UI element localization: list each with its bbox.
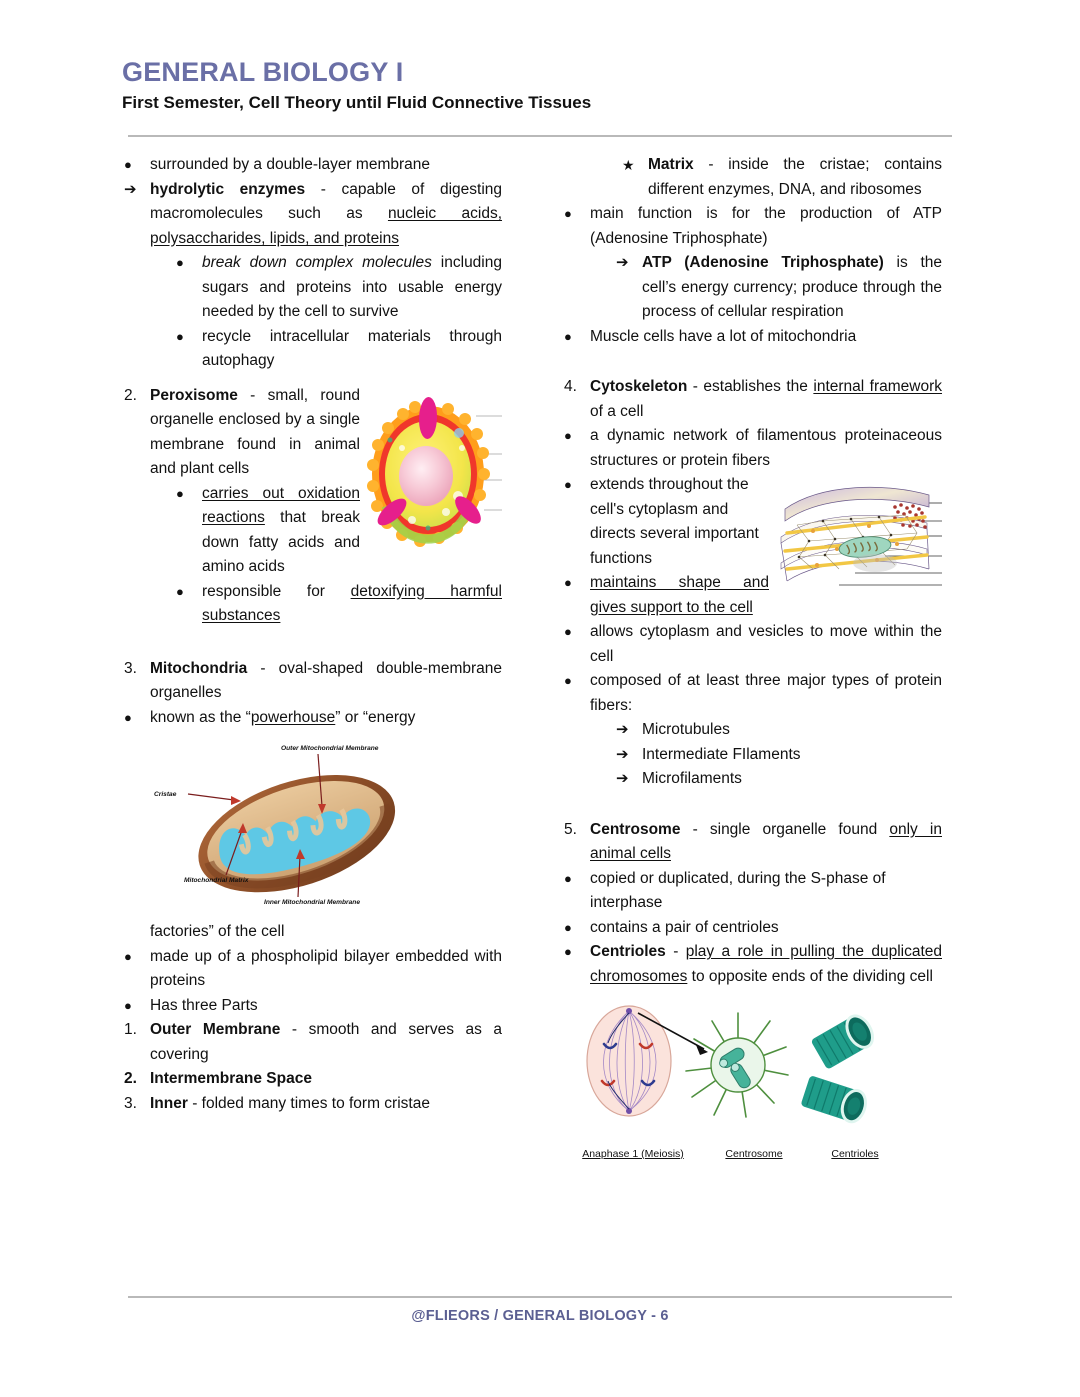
label-matrix: Mitochondrial Matrix bbox=[184, 877, 249, 885]
list-item bbox=[560, 375, 942, 424]
list-item bbox=[120, 994, 502, 1019]
list-item bbox=[612, 743, 942, 768]
list-item-label: maintains shape and gives support to the cell bbox=[590, 574, 769, 616]
bullet-dot-icon: ● bbox=[564, 624, 572, 640]
cytoskeleton-diagram-svg bbox=[777, 481, 942, 596]
arrow-bullet-icon: ➔ bbox=[616, 254, 629, 272]
list-item-label: Inner - folded many times to form cristae bbox=[150, 1094, 430, 1112]
list-item-label: break down complex molecules including sugars and proteins into usable energy needed by the cell to survive bbox=[202, 254, 502, 321]
anaphase-cell bbox=[587, 1006, 671, 1116]
list-item-label: a dynamic network of filamentous proteinaceous structures or protein fibers bbox=[590, 427, 942, 469]
arrow-bullet-icon: ➔ bbox=[616, 770, 629, 788]
label-cristae: Cristae bbox=[154, 791, 177, 799]
list-item bbox=[120, 657, 502, 706]
bullet-dot-icon: ● bbox=[564, 944, 572, 960]
bullet-dot-icon: ● bbox=[176, 583, 184, 599]
list-item-label: allows cytoplasm and vesicles to move within the cell bbox=[590, 623, 942, 665]
bullet-dot-icon: ● bbox=[564, 673, 572, 689]
list-item-label: Mitochondria - oval-shaped double-membrane organelles bbox=[150, 659, 502, 702]
label-inner-membrane: Inner Mitochondrial Membrane bbox=[264, 899, 360, 907]
two-column-body bbox=[120, 153, 960, 1160]
peroxisome-section bbox=[120, 384, 502, 629]
bullet-dot-icon: ● bbox=[124, 948, 132, 964]
page-subtitle: First Semester, Cell Theory until Fluid Connective Tissues bbox=[122, 93, 592, 113]
label-outer-membrane: Outer Mitochondrial Membrane bbox=[281, 745, 379, 753]
centriole-diagram-svg bbox=[574, 999, 894, 1141]
list-item-label: factories” of the cell bbox=[150, 923, 285, 941]
list-item bbox=[560, 325, 942, 350]
bullet-dot-icon: ● bbox=[564, 428, 572, 444]
list-item bbox=[172, 325, 502, 374]
term-outer-membrane: Outer Membrane bbox=[150, 1021, 281, 1039]
term-centrioles: Centrioles bbox=[590, 943, 666, 961]
list-item-label: Matrix - inside the cristae; contains different enzymes, DNA, and ribosomes bbox=[648, 156, 942, 198]
list-item bbox=[560, 916, 942, 941]
list-item bbox=[560, 818, 942, 867]
list-item bbox=[560, 669, 942, 718]
header-divider bbox=[128, 135, 952, 137]
mitochondria-figure bbox=[120, 734, 502, 914]
cytoskeleton-figure bbox=[777, 481, 942, 596]
term-intermembrane-space: Intermembrane Space bbox=[150, 1070, 312, 1088]
cytoskeleton-section bbox=[560, 375, 942, 620]
list-item bbox=[560, 473, 769, 571]
centrioles-pair bbox=[800, 1011, 877, 1124]
caption-anaphase: Anaphase 1 (Meiosis) bbox=[582, 1148, 684, 1161]
list-item-label: Microfilaments bbox=[642, 770, 742, 788]
list-item-label: Has three Parts bbox=[150, 996, 258, 1014]
list-item-label: Centrosome - single organelle found only in animal cells bbox=[590, 820, 942, 863]
list-item bbox=[120, 945, 502, 994]
caption-centrosome: Centrosome bbox=[725, 1148, 783, 1161]
term-inner: Inner bbox=[150, 1094, 188, 1112]
bullet-dot-icon: ● bbox=[564, 206, 572, 222]
bullet-dot-icon: ● bbox=[564, 328, 572, 344]
list-item-label: hydrolytic enzymes - capable of digesting macromolecules such as nucleic acids, polysaccharides, lipids, and proteins bbox=[150, 180, 503, 247]
peroxisome-diagram-svg bbox=[366, 388, 502, 560]
list-item bbox=[612, 251, 942, 325]
term-matrix: Matrix bbox=[648, 156, 694, 174]
list-item bbox=[560, 202, 942, 251]
list-item-label: Microtubules bbox=[642, 721, 730, 739]
bullet-dot-icon: ● bbox=[124, 157, 132, 173]
caption-centrioles: Centrioles bbox=[831, 1148, 879, 1161]
centrosome-cell bbox=[686, 1013, 788, 1117]
star-bullet-icon: ★ bbox=[622, 157, 635, 174]
bullet-dot-icon: ● bbox=[124, 997, 132, 1013]
list-item bbox=[612, 767, 942, 792]
bullet-dot-icon: ● bbox=[176, 485, 184, 501]
peroxisome-figure bbox=[366, 388, 502, 560]
arrow-bullet-icon: ➔ bbox=[616, 721, 629, 739]
list-number: 3. bbox=[124, 659, 137, 677]
list-item-label: Muscle cells have a lot of mitochondria bbox=[590, 327, 857, 345]
list-item bbox=[120, 178, 502, 252]
bullet-dot-icon: ● bbox=[124, 709, 132, 725]
bullet-dot-icon: ● bbox=[176, 255, 184, 271]
list-item-label: Cytoskeleton - establishes the internal framework of a cell bbox=[590, 378, 942, 420]
bullet-dot-icon: ● bbox=[176, 328, 184, 344]
list-item-label: contains a pair of centrioles bbox=[590, 918, 779, 936]
bullet-dot-icon: ● bbox=[564, 919, 572, 935]
page-footer: @FLIEORS / GENERAL BIOLOGY - 6 bbox=[411, 1308, 669, 1324]
list-item bbox=[560, 424, 942, 473]
list-number: 4. bbox=[564, 378, 577, 396]
list-item-label: carries out oxidation reactions that break down fatty acids and amino acids bbox=[202, 484, 360, 576]
centriole-figure-captions bbox=[574, 1148, 942, 1160]
list-item-label: made up of a phospholipid bilayer embedded with proteins bbox=[150, 947, 502, 990]
term-cytoskeleton: Cytoskeleton bbox=[590, 378, 688, 396]
list-item bbox=[618, 153, 942, 202]
arrow-bullet-icon: ➔ bbox=[124, 180, 137, 198]
list-item-label bbox=[150, 1067, 502, 1092]
list-item-label: ATP (Adenosine Triphosphate) is the cell’s energy currency; produce through the process of cellular respiration bbox=[642, 254, 942, 321]
list-number: 3. bbox=[124, 1094, 137, 1112]
list-item bbox=[120, 706, 502, 731]
list-item bbox=[560, 620, 942, 669]
list-item-label: recycle intracellular materials through autophagy bbox=[202, 327, 502, 370]
list-item bbox=[120, 384, 360, 482]
list-item bbox=[560, 571, 769, 620]
page-title: GENERAL BIOLOGY I bbox=[122, 57, 404, 87]
list-item bbox=[120, 153, 502, 178]
term-mitochondria: Mitochondria bbox=[150, 659, 248, 677]
list-item bbox=[120, 1067, 502, 1092]
arrow-bullet-icon: ➔ bbox=[616, 745, 629, 763]
list-number: 2. bbox=[124, 386, 137, 404]
footer-divider bbox=[128, 1296, 952, 1298]
bullet-dot-icon: ● bbox=[564, 870, 572, 886]
list-number: 1. bbox=[124, 1021, 137, 1039]
list-item-label: responsible for detoxifying harmful substances bbox=[202, 582, 502, 625]
bullet-dot-icon: ● bbox=[564, 477, 572, 493]
bullet-dot-icon: ● bbox=[564, 575, 572, 591]
list-item-label: surrounded by a double-layer membrane bbox=[150, 156, 431, 174]
centriole-figure bbox=[574, 999, 942, 1160]
list-number: 5. bbox=[564, 820, 577, 838]
list-item-label: main function is for the production of ATP (Adenosine Triphosphate) bbox=[590, 205, 942, 247]
list-item-label: Outer Membrane - smooth and serves as a covering bbox=[150, 1021, 502, 1063]
term-centrosome: Centrosome bbox=[590, 820, 681, 838]
list-item-label: extends throughout the cell's cytoplasm and directs several important functions bbox=[590, 476, 759, 567]
term-atp: ATP (Adenosine Triphosphate) bbox=[642, 254, 884, 272]
term-peroxisome: Peroxisome bbox=[150, 386, 238, 404]
list-item bbox=[612, 718, 942, 743]
list-item bbox=[172, 251, 502, 325]
list-item bbox=[172, 580, 502, 629]
list-item-label: Peroxisome - small, round organelle enclosed by a single membrane found in animal and plant cells bbox=[150, 386, 360, 478]
list-item-label: copied or duplicated, during the S-phase of interphase bbox=[590, 869, 886, 912]
list-item-label: Intermediate FIlaments bbox=[642, 745, 801, 763]
left-column bbox=[120, 153, 502, 1116]
list-item bbox=[560, 940, 942, 989]
term-hydrolytic-enzymes: hydrolytic enzymes bbox=[150, 180, 306, 198]
list-item bbox=[120, 1018, 502, 1067]
list-item-label: composed of at least three major types of protein fibers: bbox=[590, 672, 942, 714]
list-number: 2. bbox=[124, 1070, 137, 1088]
list-item bbox=[120, 920, 502, 945]
mitochondria-diagram-svg bbox=[146, 734, 476, 909]
list-item-label: known as the “powerhouse” or “energy bbox=[150, 708, 416, 726]
right-column bbox=[560, 153, 942, 1160]
list-item-label: Centrioles - play a role in pulling the duplicated chromosomes to opposite ends of the dividing cell bbox=[590, 943, 942, 985]
list-item bbox=[120, 1092, 502, 1117]
list-item bbox=[172, 482, 360, 580]
list-item bbox=[560, 867, 942, 916]
